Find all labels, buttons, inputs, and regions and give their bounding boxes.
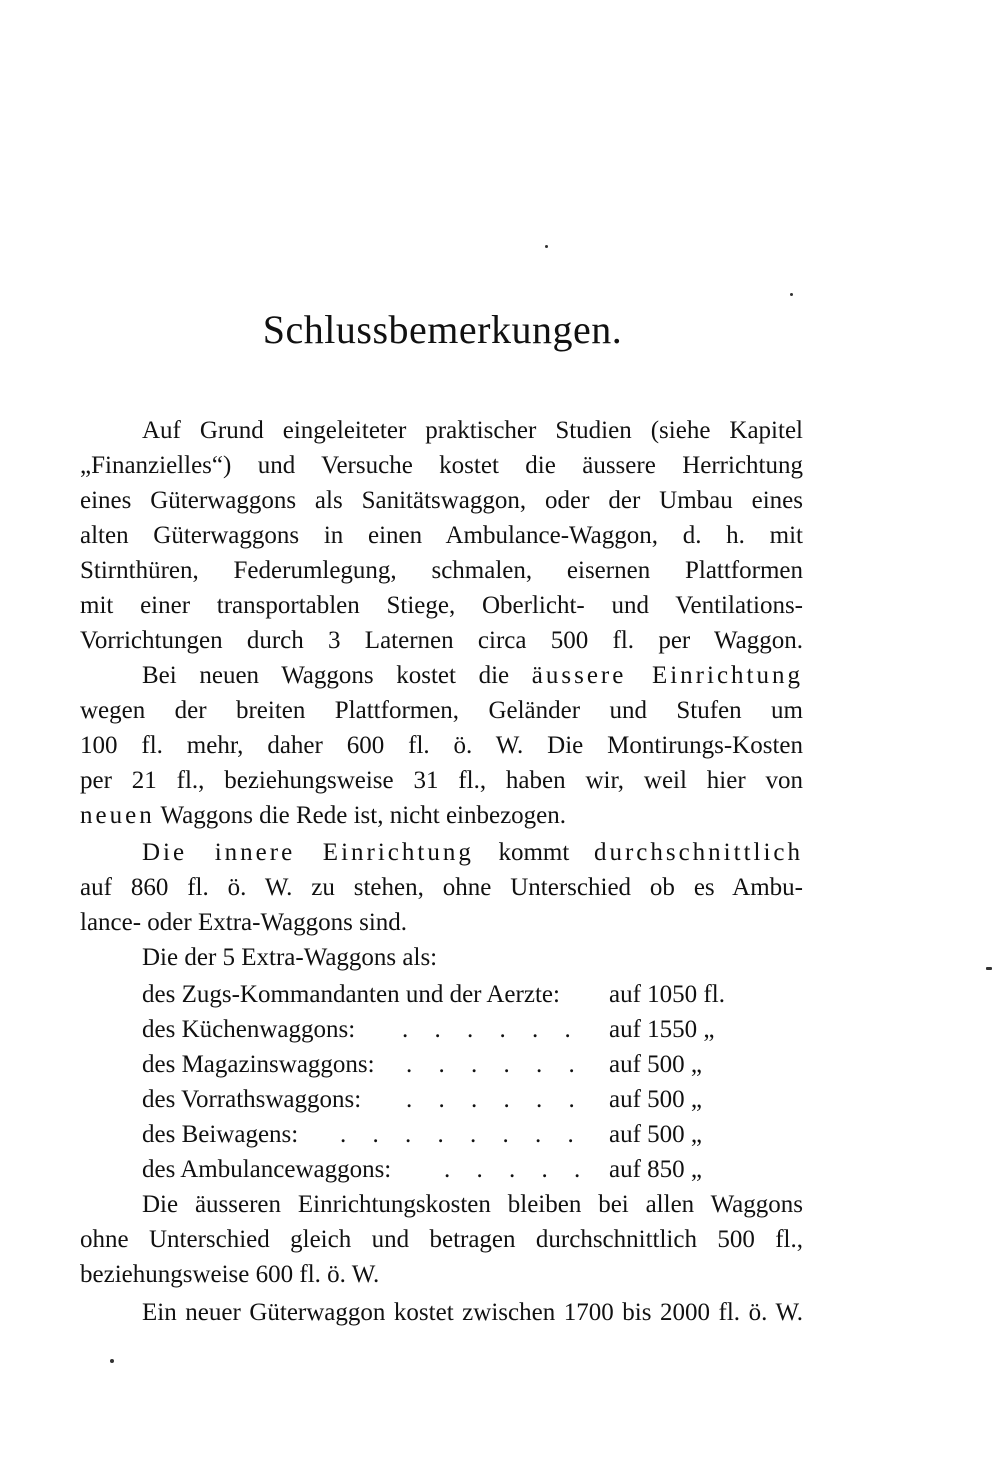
paragraph-2-line-5-rest: Waggons die Rede ist, nicht einbezogen. <box>154 802 567 829</box>
list-row-leader-dots: . . . . . . <box>406 1086 585 1113</box>
paragraph-1-line-3: eines Güterwaggons als Sanitätswaggon, oder der Umbau eines <box>80 487 803 514</box>
list-row-label: des Beiwagens: <box>142 1121 299 1148</box>
paragraph-1-line-2: „Finanzielles“) und Versuche kostet die äussere Herrichtung <box>80 452 803 479</box>
list-row-6 <box>142 1153 762 1187</box>
list-row-amount: auf 500 „ <box>609 1051 703 1078</box>
paragraph-3-emphasis-b: durchschnittlich <box>593 839 803 866</box>
list-row-leader-dots: . . . . . . . . <box>340 1121 584 1148</box>
list-row-amount: auf 850 „ <box>609 1156 703 1183</box>
list-row-2 <box>142 1013 762 1047</box>
list-row-amount: auf 500 „ <box>609 1121 703 1148</box>
list-row-label: des Ambulancewaggons: <box>142 1156 392 1183</box>
paragraph-4-line-1: Die äusseren Einrichtungskosten bleiben bei allen Waggons <box>142 1191 803 1218</box>
list-row-4 <box>142 1083 762 1117</box>
list-row-label: des Vorrathswaggons: <box>142 1086 362 1113</box>
list-row-leader-dots: . . . . . <box>444 1156 591 1183</box>
list-row-amount: auf 500 „ <box>609 1086 703 1113</box>
list-row-1 <box>142 978 762 1012</box>
paragraph-2-line-5 <box>80 799 803 833</box>
scan-speck <box>986 967 992 970</box>
paragraph-2-emphasis: äussere Einrichtung <box>531 662 803 689</box>
paragraph-2-line-2: wegen der breiten Plattformen, Geländer und Stufen um <box>80 697 803 724</box>
paragraph-2-line-1-start: Bei neuen Waggons kostet die <box>142 662 532 689</box>
paragraph-3-line-2: auf 860 fl. ö. W. zu stehen, ohne Unterschied ob es Ambu- <box>80 874 803 901</box>
paragraph-3-line-1 <box>142 836 803 870</box>
paragraph-1-line-1: Auf Grund eingeleiteter praktischer Studien (siehe Kapitel <box>142 417 803 444</box>
paragraph-1-line-4: alten Güterwaggons in einen Ambulance-Waggon, d. h. mit <box>80 522 803 549</box>
paragraph-4-line-2: ohne Unterschied gleich und betragen durchschnittlich 500 fl., <box>80 1226 803 1253</box>
list-row-label: des Magazinswaggons: <box>142 1051 375 1078</box>
paragraph-1-line-7: Vorrichtungen durch 3 Laternen circa 500 fl. per Waggon. <box>80 627 803 654</box>
paragraph-3-line-1-mid: kommt <box>473 839 594 866</box>
list-row-leader-dots: . . . . . . <box>402 1016 581 1043</box>
paragraph-1-line-6: mit einer transportablen Stiege, Oberlicht- und Ventilations- <box>80 592 803 619</box>
list-row-label: des Küchenwaggons: <box>142 1016 356 1043</box>
paragraph-2-emphasis-neuen: neuen <box>80 802 155 829</box>
list-row-5 <box>142 1118 762 1152</box>
list-row-amount: auf 1050 fl. <box>609 981 725 1008</box>
list-intro: Die der 5 Extra-Waggons als: <box>142 944 438 971</box>
scan-speck <box>545 245 548 248</box>
page-title: Schlussbemerkungen. <box>262 307 623 352</box>
paragraph-1-line-5: Stirnthüren, Federumlegung, schmalen, eisernen Plattformen <box>80 557 803 584</box>
scan-speck <box>790 293 793 296</box>
paragraph-2-line-3: 100 fl. mehr, daher 600 fl. ö. W. Die Montirungs-Kosten <box>80 732 803 759</box>
paragraph-2-line-4: per 21 fl., beziehungsweise 31 fl., haben wir, weil hier von <box>80 767 803 794</box>
list-row-amount: auf 1550 „ <box>609 1016 715 1043</box>
scan-speck <box>110 1359 114 1363</box>
list-row-3 <box>142 1048 762 1082</box>
paragraph-3-emphasis-a: Die innere Einrichtung <box>142 839 474 866</box>
list-row-leader-dots: . . . . . . <box>406 1051 585 1078</box>
paragraph-4-line-3: beziehungsweise 600 fl. ö. W. <box>80 1261 380 1288</box>
paragraph-5-line-1: Ein neuer Güterwaggon kostet zwischen 1700 bis 2000 fl. ö. W. <box>142 1299 803 1326</box>
paragraph-2-line-1 <box>142 659 803 693</box>
list-row-label: des Zugs-Kommandanten und der Aerzte: <box>142 981 560 1008</box>
paragraph-3-line-3: lance- oder Extra-Waggons sind. <box>80 909 408 936</box>
